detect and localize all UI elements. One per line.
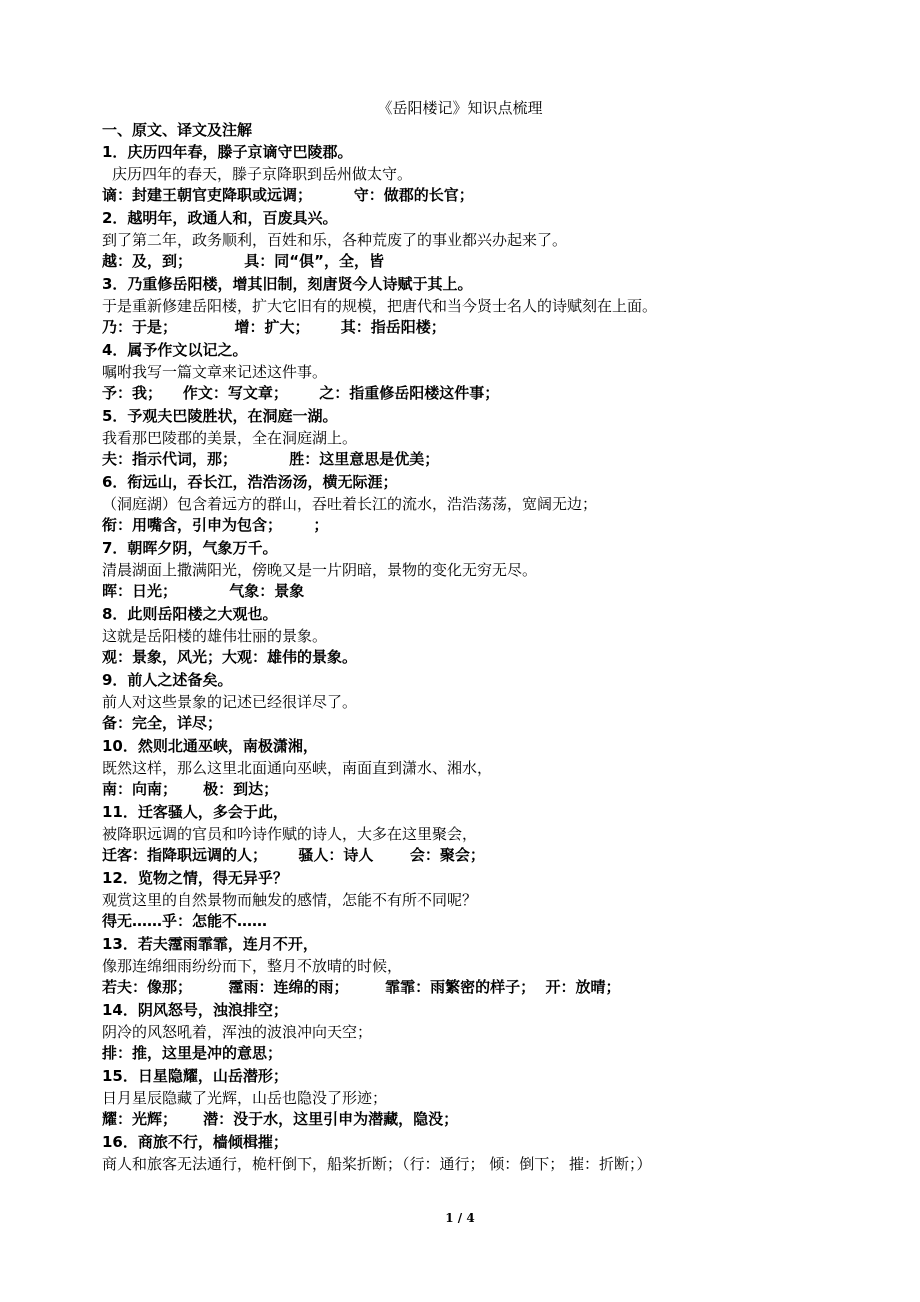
- entry-annotation: 予：我； 作文：写文章； 之：指重修岳阳楼这件事；: [102, 384, 500, 402]
- entry-translation: 商人和旅客无法通行，桅杆倒下，船桨折断；（行：通行； 倾：倒下； 摧：折断；）: [102, 1155, 652, 1173]
- entry-item: [102, 1131, 822, 1175]
- entry-annotation: 备：完全，详尽；: [102, 714, 223, 732]
- entry-original-text: 8．此则岳阳楼之大观也。: [102, 605, 278, 623]
- entry-item: [102, 339, 822, 404]
- entry-annotation: 迁客：指降职远调的人； 骚人：诗人 会：聚会；: [102, 846, 485, 864]
- entry-original-text: 13．若夫霪雨霏霏，连月不开，: [102, 935, 318, 953]
- entry-annotation: 越：及，到； 具：同“俱”，全，皆: [102, 252, 384, 270]
- entry-original-text: 9．前人之述备矣。: [102, 671, 233, 689]
- entry-annotation: 南：向南； 极：到达；: [102, 780, 279, 798]
- entry-annotation: 晖：日光； 气象：景象: [102, 582, 305, 600]
- entry-translation: 被降职远调的官员和吟诗作赋的诗人，大多在这里聚会，: [102, 825, 478, 843]
- entry-item: [102, 933, 822, 998]
- entry-original-text: 2．越明年，政通人和，百废具兴。: [102, 209, 338, 227]
- entry-translation: 庆历四年的春天，滕子京降职到岳州做太守。: [112, 165, 413, 183]
- entry-annotation: 耀：光辉； 潜：没于水，这里引申为潜藏，隐没；: [102, 1110, 459, 1128]
- page-title: 《岳阳楼记》知识点梳理: [377, 99, 543, 117]
- entry-original-text: 4．属予作文以记之。: [102, 341, 248, 359]
- entry-translation: （洞庭湖）包含着远方的群山，吞吐着长江的流水，浩浩荡荡，宽阔无边；: [102, 495, 598, 513]
- page-number: 1 / 4: [445, 1211, 475, 1225]
- entry-annotation: 排：推，这里是冲的意思；: [102, 1044, 283, 1062]
- content-body: [102, 140, 822, 1175]
- entry-annotation: 若夫：像那； 霪雨：连绵的雨； 霏霏：雨繁密的样子； 开：放晴；: [102, 978, 621, 996]
- entry-translation: 既然这样，那么这里北面通向巫峡，南面直到潇水、湘水，: [102, 759, 493, 777]
- entry-item: [102, 537, 822, 602]
- entry-item: [102, 801, 822, 866]
- entry-annotation: 乃：于是； 增：扩大； 其：指岳阳楼；: [102, 318, 446, 336]
- entry-item: [102, 735, 822, 800]
- entry-original-text: 14．阴风怒号，浊浪排空；: [102, 1001, 288, 1019]
- entry-original-text: 6．衔远山，吞长江，浩浩汤汤，横无际涯；: [102, 473, 398, 491]
- entry-original-text: 3．乃重修岳阳楼，增其旧制，刻唐贤今人诗赋于其上。: [102, 275, 473, 293]
- section-heading: 一、原文、译文及注解: [102, 121, 253, 139]
- entry-translation: 嘱咐我写一篇文章来记述这件事。: [102, 363, 328, 381]
- entry-translation: 于是重新修建岳阳楼，扩大它旧有的规模，把唐代和当今贤士名人的诗赋刻在上面。: [102, 297, 658, 315]
- entry-item: [102, 999, 822, 1064]
- entry-item: [102, 867, 822, 932]
- entry-item: [102, 405, 822, 470]
- entry-original-text: 11．迁客骚人，多会于此，: [102, 803, 288, 821]
- entry-original-text: 16．商旅不行，樯倾楫摧；: [102, 1133, 288, 1151]
- entry-translation: 阴冷的风怒吼着，浑浊的波浪冲向天空；: [102, 1023, 373, 1041]
- entry-annotation: 谪：封建王朝官吏降职或远调； 守：做郡的长官；: [102, 186, 474, 204]
- entry-annotation: 夫：指示代词，那； 胜：这里意思是优美；: [102, 450, 440, 468]
- entry-translation: 清晨湖面上撒满阳光，傍晚又是一片阴暗，景物的变化无穷无尽。: [102, 561, 538, 579]
- entry-item: [102, 669, 822, 734]
- entry-annotation: 观：景象，风光；大观：雄伟的景象。: [102, 648, 358, 666]
- entry-item: [102, 273, 822, 338]
- entry-translation: 我看那巴陵郡的美景，全在洞庭湖上。: [102, 429, 358, 447]
- entry-translation: 这就是岳阳楼的雄伟壮丽的景象。: [102, 627, 328, 645]
- entry-item: [102, 471, 822, 536]
- entry-translation: 像那连绵细雨纷纷而下，整月不放晴的时候，: [102, 957, 403, 975]
- entry-item: [102, 141, 822, 206]
- entry-original-text: 1．庆历四年春，滕子京谪守巴陵郡。: [102, 143, 353, 161]
- entry-item: [102, 603, 822, 668]
- entry-translation: 到了第二年，政务顺利，百姓和乐，各种荒废了的事业都兴办起来了。: [102, 231, 568, 249]
- entry-original-text: 10．然则北通巫峡，南极潇湘，: [102, 737, 318, 755]
- entry-annotation: 得无……乎：怎能不……: [102, 912, 268, 930]
- entry-translation: 前人对这些景象的记述已经很详尽了。: [102, 693, 358, 711]
- entry-item: [102, 207, 822, 272]
- entry-original-text: 12．览物之情，得无异乎？: [102, 869, 288, 887]
- entry-annotation: 衔：用嘴含，引申为包含； ；: [102, 516, 329, 534]
- entry-translation: 观赏这里的自然景物而触发的感情，怎能不有所不同呢？: [102, 891, 478, 909]
- entry-translation: 日月星辰隐藏了光辉，山岳也隐没了形迹；: [102, 1089, 388, 1107]
- entry-original-text: 15．日星隐耀，山岳潜形；: [102, 1067, 288, 1085]
- entry-original-text: 5．予观夫巴陵胜状，在洞庭一湖。: [102, 407, 338, 425]
- entry-original-text: 7．朝晖夕阴，气象万千。: [102, 539, 278, 557]
- entry-item: [102, 1065, 822, 1130]
